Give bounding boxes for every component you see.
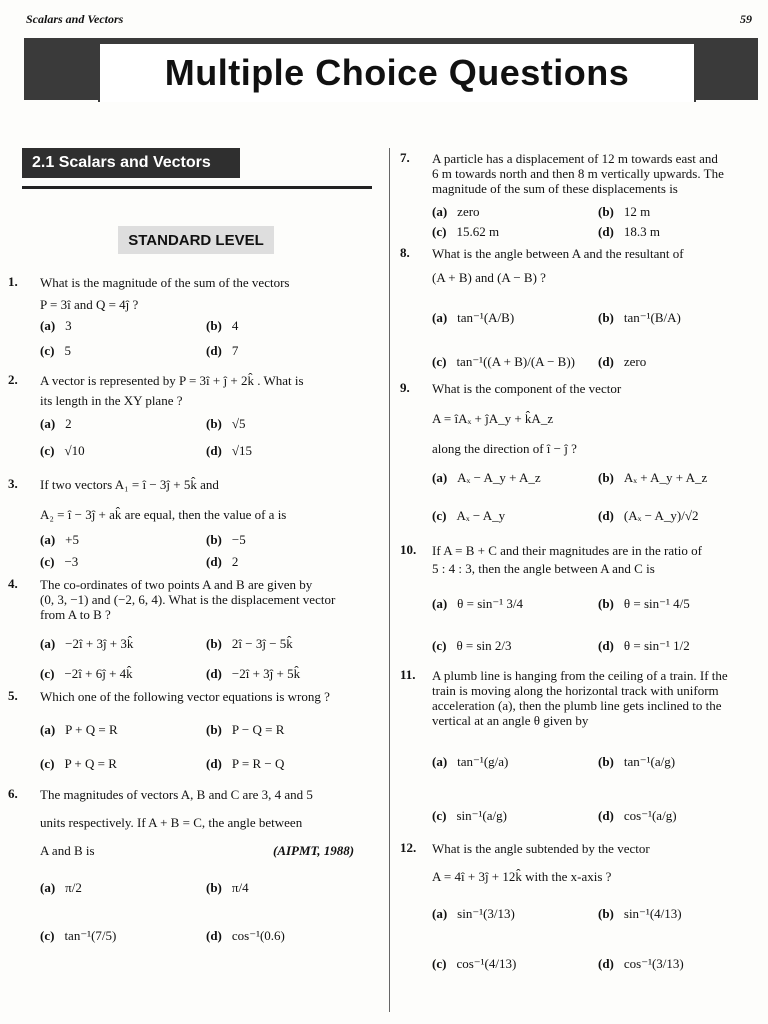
option-text: θ = sin⁻¹ 4/5 xyxy=(623,596,690,611)
question-text-line: train is moving along the horizontal track with uniform xyxy=(432,683,719,698)
answer-option xyxy=(432,906,515,922)
option-text: P + Q = R xyxy=(65,722,118,737)
question-text-line: A = 4î + 3ĵ + 12k̂ with the x-axis ? xyxy=(432,869,612,884)
question-text-line: A vector is represented by P = 3î + ĵ + 2k̂ . What is xyxy=(40,373,304,388)
question-text-line: If two vectors A₁ = î − 3ĵ + 5k̂ and xyxy=(40,477,219,492)
option-text: −3 xyxy=(64,554,79,569)
answer-option xyxy=(206,532,246,548)
option-text: 2 xyxy=(65,416,72,431)
answer-option xyxy=(206,443,252,459)
option-label: (c) xyxy=(40,554,55,569)
question-number: 7. xyxy=(400,150,410,165)
option-text: θ = sin⁻¹ 1/2 xyxy=(623,638,690,653)
option-label: (a) xyxy=(432,310,448,325)
question-text-line: Which one of the following vector equations is wrong ? xyxy=(40,689,330,704)
option-label: (a) xyxy=(432,906,448,921)
answer-option xyxy=(40,756,117,772)
answer-option xyxy=(432,204,480,220)
option-text: π/4 xyxy=(231,880,249,895)
question-number: 11. xyxy=(400,667,416,682)
option-text: zero xyxy=(623,354,647,369)
option-label: (b) xyxy=(598,204,614,219)
option-text: tan⁻¹(B/A) xyxy=(623,310,681,325)
answer-option xyxy=(598,808,677,824)
answer-option xyxy=(40,416,72,432)
option-text: Aₓ − A_y + A_z xyxy=(457,470,541,485)
level-badge: STANDARD LEVEL xyxy=(118,226,274,254)
option-text: π/2 xyxy=(65,880,82,895)
question-source: (AIPMT, 1988) xyxy=(273,843,355,858)
option-text: 3 xyxy=(65,318,72,333)
option-text: cos⁻¹(3/13) xyxy=(623,956,684,971)
section-heading: 2.1 Scalars and Vectors xyxy=(22,148,240,178)
question-text-line: 6 m towards north and then 8 m vertically upwards. The xyxy=(432,166,724,181)
answer-option xyxy=(432,470,541,486)
option-label: (a) xyxy=(40,318,56,333)
answer-option xyxy=(206,666,300,682)
answer-option xyxy=(598,596,690,612)
answer-option xyxy=(206,636,293,652)
answer-option xyxy=(206,416,246,432)
chapter-banner xyxy=(24,38,758,100)
option-label: (c) xyxy=(40,928,55,943)
option-label: (d) xyxy=(206,928,222,943)
answer-option xyxy=(598,956,684,972)
option-label: (b) xyxy=(598,754,614,769)
question-text-line: What is the component of the vector xyxy=(432,381,622,396)
question-text-line: What is the angle between A and the resultant of xyxy=(432,246,684,261)
answer-option xyxy=(206,756,284,772)
question-text-line: A₂ = î − 3ĵ + ak̂ are equal, then the value of a is xyxy=(40,507,287,522)
option-text: √10 xyxy=(64,443,85,458)
option-label: (a) xyxy=(40,880,56,895)
question-text-line: What is the magnitude of the sum of the vectors xyxy=(40,275,290,290)
column-divider xyxy=(389,148,390,1012)
question-number: 8. xyxy=(400,245,410,260)
question-text-line: What is the angle subtended by the vector xyxy=(432,841,650,856)
option-label: (c) xyxy=(432,808,447,823)
option-label: (c) xyxy=(432,508,447,523)
option-label: (a) xyxy=(40,636,56,651)
answer-option xyxy=(40,666,133,682)
option-text: (Aₓ − A_y)/√2 xyxy=(623,508,699,523)
option-text: tan⁻¹(g/a) xyxy=(457,754,509,769)
question-text-line: If A = B + C and their magnitudes are in the ratio of xyxy=(432,543,702,558)
question-text-line: vertical at an angle θ given by xyxy=(432,713,589,728)
option-label: (d) xyxy=(206,666,222,681)
option-label: (c) xyxy=(40,343,55,358)
option-text: sin⁻¹(a/g) xyxy=(456,808,507,823)
answer-option xyxy=(432,596,523,612)
option-text: 2 xyxy=(231,554,239,569)
question-text-line: 5 : 4 : 3, then the angle between A and C is xyxy=(432,561,655,576)
option-label: (b) xyxy=(206,318,222,333)
option-text: √5 xyxy=(231,416,246,431)
option-text: 4 xyxy=(231,318,239,333)
option-text: tan⁻¹(a/g) xyxy=(623,754,676,769)
question-number: 2. xyxy=(8,372,18,387)
answer-option xyxy=(432,310,514,326)
question-text-line: The co-ordinates of two points A and B are given by xyxy=(40,577,313,592)
answer-option xyxy=(598,310,681,326)
option-text: P − Q = R xyxy=(231,722,285,737)
question-text-line: its length in the XY plane ? xyxy=(40,393,183,408)
question-number: 5. xyxy=(8,688,18,703)
option-label: (d) xyxy=(598,354,614,369)
answer-option xyxy=(40,636,133,652)
option-label: (a) xyxy=(432,470,448,485)
option-text: −2î + 6ĵ + 4k̂ xyxy=(64,666,133,681)
option-text: −2î + 3ĵ + 3k̂ xyxy=(65,636,134,651)
question-text-line: P = 3î and Q = 4ĵ ? xyxy=(40,297,139,312)
option-label: (d) xyxy=(598,808,614,823)
question-text-line: along the direction of î − ĵ ? xyxy=(432,441,577,456)
option-label: (a) xyxy=(40,722,56,737)
question-number: 10. xyxy=(400,542,417,557)
question-text-line: acceleration (a), then the plumb line gets inclined to the xyxy=(432,698,722,713)
option-label: (d) xyxy=(206,554,222,569)
answer-option xyxy=(432,754,508,770)
option-label: (b) xyxy=(206,636,222,651)
option-label: (b) xyxy=(598,906,614,921)
option-text: P + Q = R xyxy=(64,756,117,771)
question-number: 4. xyxy=(8,576,18,591)
option-label: (c) xyxy=(40,666,55,681)
answer-option xyxy=(598,354,646,370)
option-label: (c) xyxy=(432,638,447,653)
option-label: (a) xyxy=(40,532,56,547)
question-text-line: A plumb line is hanging from the ceiling of a train. If the xyxy=(432,668,728,683)
option-text: 7 xyxy=(231,343,239,358)
question-number: 3. xyxy=(8,476,18,491)
question-text-line: from A to B ? xyxy=(40,607,111,622)
answer-option xyxy=(206,318,238,334)
option-text: sin⁻¹(3/13) xyxy=(457,906,515,921)
option-label: (b) xyxy=(598,470,614,485)
option-label: (d) xyxy=(206,756,222,771)
answer-option xyxy=(598,638,690,654)
answer-option xyxy=(206,343,238,359)
answer-option xyxy=(432,808,507,824)
question-text-line: The magnitudes of vectors A, B and C are 3, 4 and 5 xyxy=(40,787,313,802)
option-text: −5 xyxy=(231,532,246,547)
option-text: P = R − Q xyxy=(231,756,285,771)
question-text-line: A particle has a displacement of 12 m towards east and xyxy=(432,151,718,166)
answer-option xyxy=(40,343,71,359)
question-text-line: magnitude of the sum of these displacements is xyxy=(432,181,678,196)
option-text: −2î + 3ĵ + 5k̂ xyxy=(231,666,301,681)
option-text: 5 xyxy=(64,343,71,358)
question-number: 6. xyxy=(8,786,18,801)
option-text: tan⁻¹((A + B)/(A − B)) xyxy=(456,354,576,369)
option-text: cos⁻¹(0.6) xyxy=(231,928,285,943)
option-label: (b) xyxy=(206,722,222,737)
answer-option xyxy=(206,554,238,570)
answer-option xyxy=(40,554,78,570)
answer-option xyxy=(432,224,499,240)
option-text: sin⁻¹(4/13) xyxy=(623,906,682,921)
option-label: (b) xyxy=(206,880,222,895)
question-number: 9. xyxy=(400,380,410,395)
question-text-line: (0, 3, −1) and (−2, 6, 4). What is the displacement vector xyxy=(40,592,336,607)
option-text: √15 xyxy=(231,443,253,458)
answer-option xyxy=(206,928,285,944)
option-text: θ = sin 2/3 xyxy=(456,638,512,653)
option-text: 12 m xyxy=(623,204,651,219)
option-label: (d) xyxy=(206,443,222,458)
option-text: 15.62 m xyxy=(456,224,500,239)
answer-option xyxy=(40,532,79,548)
option-label: (b) xyxy=(598,596,614,611)
answer-option xyxy=(432,354,575,370)
question-number: 12. xyxy=(400,840,417,855)
option-label: (d) xyxy=(598,956,614,971)
answer-option xyxy=(40,722,118,738)
answer-option xyxy=(40,318,72,334)
question-text-line: units respectively. If A + B = C, the angle between xyxy=(40,815,303,830)
option-text: tan⁻¹(A/B) xyxy=(457,310,515,325)
option-label: (b) xyxy=(206,416,222,431)
option-text: Aₓ + A_y + A_z xyxy=(623,470,708,485)
option-label: (c) xyxy=(432,956,447,971)
question-number: 1. xyxy=(8,274,18,289)
option-label: (d) xyxy=(598,638,614,653)
answer-option xyxy=(598,470,707,486)
option-text: 2î − 3ĵ − 5k̂ xyxy=(231,636,293,651)
option-text: θ = sin⁻¹ 3/4 xyxy=(457,596,524,611)
answer-option xyxy=(598,224,660,240)
option-label: (d) xyxy=(598,508,614,523)
answer-option xyxy=(40,928,116,944)
option-text: 18.3 m xyxy=(623,224,661,239)
running-head: Scalars and Vectors xyxy=(26,12,124,26)
option-label: (a) xyxy=(432,754,448,769)
question-text-line: A = îAₓ + ĵA_y + k̂A_z xyxy=(432,411,554,426)
page-number: 59 xyxy=(740,12,752,26)
question-text-line: A and B is xyxy=(40,843,95,858)
answer-option xyxy=(598,508,698,524)
option-text: +5 xyxy=(65,532,80,547)
answer-option xyxy=(432,638,512,654)
answer-option xyxy=(432,508,505,524)
option-label: (d) xyxy=(598,224,614,239)
option-text: tan⁻¹(7/5) xyxy=(64,928,117,943)
option-text: cos⁻¹(4/13) xyxy=(456,956,517,971)
option-label: (d) xyxy=(206,343,222,358)
option-label: (a) xyxy=(432,596,448,611)
option-label: (c) xyxy=(40,443,55,458)
option-text: Aₓ − A_y xyxy=(456,508,506,523)
answer-option xyxy=(40,880,82,896)
answer-option xyxy=(206,722,284,738)
answer-option xyxy=(598,754,675,770)
option-label: (c) xyxy=(432,354,447,369)
banner-title: Multiple Choice Questions xyxy=(164,52,630,93)
answer-option xyxy=(598,204,650,220)
option-label: (b) xyxy=(598,310,614,325)
option-label: (c) xyxy=(432,224,447,239)
option-text: zero xyxy=(457,204,480,219)
option-label: (c) xyxy=(40,756,55,771)
question-text-line: (A + B) and (A − B) ? xyxy=(432,270,546,285)
option-label: (b) xyxy=(206,532,222,547)
section-rule xyxy=(22,186,372,189)
answer-option xyxy=(598,906,682,922)
option-label: (a) xyxy=(40,416,56,431)
option-text: cos⁻¹(a/g) xyxy=(623,808,677,823)
answer-option xyxy=(40,443,85,459)
answer-option xyxy=(206,880,249,896)
answer-option xyxy=(432,956,516,972)
option-label: (a) xyxy=(432,204,448,219)
